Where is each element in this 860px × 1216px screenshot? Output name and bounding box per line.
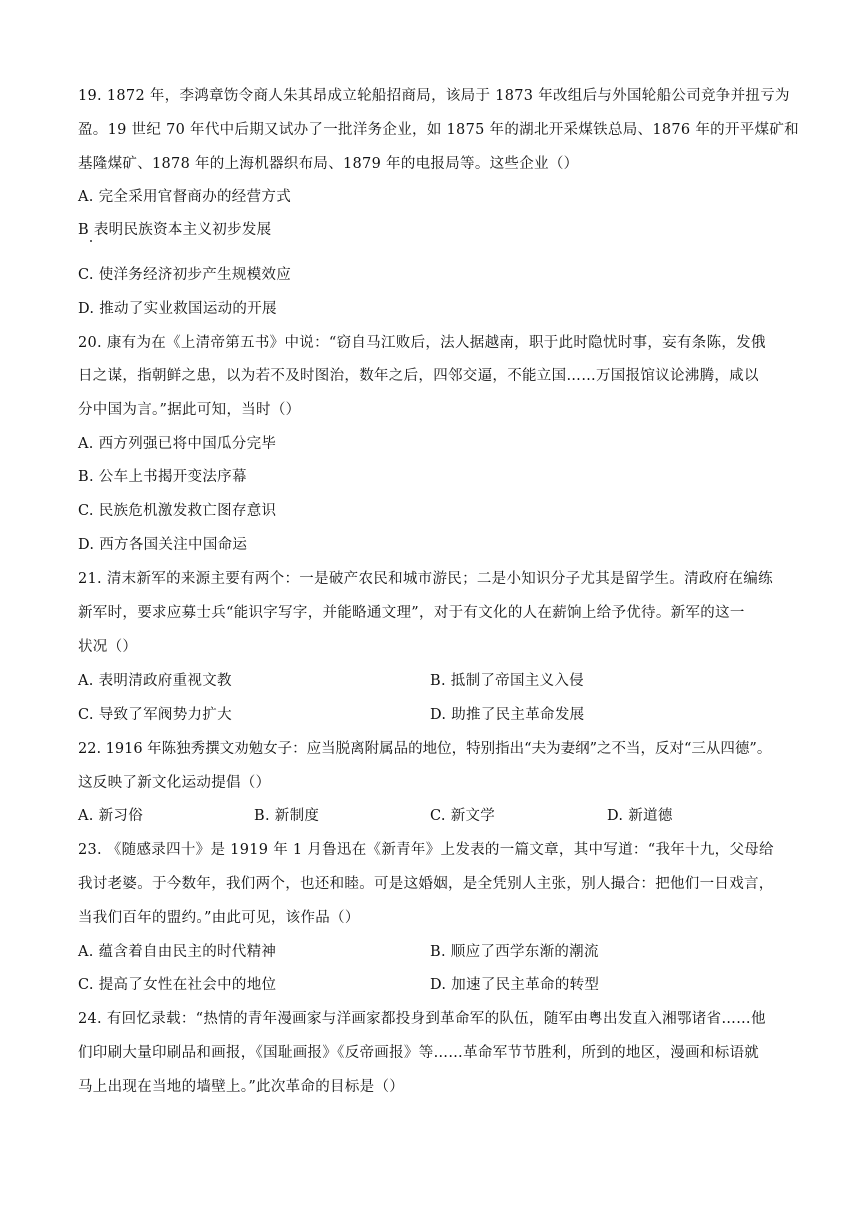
q23-stem-line-3: 当我们百年的盟约。”由此可见，该作品（）	[78, 910, 360, 926]
q21-stem-line-3: 状况（）	[78, 639, 138, 655]
q20-option-a: A. 西方列强已将中国瓜分完毕	[78, 436, 277, 452]
q20-stem-line-2: 日之谋，指朝鲜之患，以为若不及时图治，数年之后，四邻交逼，不能立国……万国报馆议论沸腾，咸以	[78, 368, 759, 384]
q21-option-a: A. 表明清政府重视文教	[78, 673, 232, 689]
q23-option-a: A. 蕴含着自由民主的时代精神	[78, 944, 277, 960]
q24-stem-line-1: 24. 有回忆录载：“热情的青年漫画家与洋画家都投身到革命军的队伍，随军由粤出发直入湘鄂诸省……他	[78, 1011, 766, 1027]
q19-option-d: D. 推动了实业救国运动的开展	[78, 301, 277, 317]
q22-option-b: B. 新制度	[254, 808, 320, 824]
q19-stem-line-1: 19. 1872 年，李鸿章饬令商人朱其昂成立轮船招商局，该局于 1873 年改组后与外国轮船公司竞争并扭亏为	[78, 88, 790, 104]
q19-option-a: A. 完全采用官督商办的经营方式	[78, 189, 291, 205]
q19-option-b: B 表明民族资本主义初步发展	[78, 222, 272, 238]
q20-option-d: D. 西方各国关注中国命运	[78, 537, 248, 553]
stray-dot	[90, 240, 92, 242]
q20-option-b: B. 公车上书揭开变法序幕	[78, 469, 247, 485]
q21-option-d: D. 助推了民主革命发展	[430, 707, 585, 723]
q22-option-c: C. 新文学	[430, 808, 496, 824]
q22-option-a: A. 新习俗	[78, 808, 143, 824]
q20-option-c: C. 民族危机激发救亡图存意识	[78, 503, 277, 519]
q19-option-c: C. 使洋务经济初步产生规模效应	[78, 267, 292, 283]
q22-stem-line-2: 这反映了新文化运动提倡（）	[78, 775, 271, 791]
q21-stem-line-1: 21. 清末新军的来源主要有两个：一是破产农民和城市游民；二是小知识分子尤其是留学生。清政府在编练	[78, 571, 773, 587]
q19-stem-line-3: 基隆煤矿、1878 年的上海机器织布局、1879 年的电报局等。这些企业（）	[78, 156, 579, 172]
q24-stem-line-2: 们印刷大量印刷品和画报，《国耻画报》《反帝画报》等……革命军节节胜利，所到的地区，漫画和标语就	[78, 1045, 760, 1061]
q23-stem-line-2: 我讨老婆。于今数年，我们两个，也还和睦。可是这婚姻，是全凭别人主张，别人撮合：把他们一日戏言，	[78, 876, 774, 892]
q22-stem-line-1: 22. 1916 年陈独秀撰文劝勉女子：应当脱离附属品的地位，特别指出“夫为妻纲”之不当，反对“三从四德”。	[78, 741, 772, 757]
q20-stem-line-1: 20. 康有为在《上清帝第五书》中说：“窃自马江败后，法人据越南，职于此时隐忧时事，妄有条陈，发俄	[78, 335, 766, 351]
q23-option-b: B. 顺应了西学东渐的潮流	[430, 944, 599, 960]
q23-option-d: D. 加速了民主革命的转型	[430, 977, 600, 993]
q20-stem-line-3: 分中国为言。”据此可知，当时（）	[78, 402, 301, 418]
q24-stem-line-3: 马上出现在当地的墙壁上。”此次革命的目标是（）	[78, 1079, 405, 1095]
q19-stem-line-2: 盈。19 世纪 70 年代中后期又试办了一批洋务企业，如 1875 年的湖北开采煤铁总局、1876 年的开平煤矿和	[78, 122, 799, 138]
q23-option-c: C. 提高了女性在社会中的地位	[78, 977, 277, 993]
q21-option-b: B. 抵制了帝国主义入侵	[430, 673, 584, 689]
q22-option-d: D. 新道德	[607, 808, 673, 824]
q21-option-c: C. 导致了军阀势力扩大	[78, 707, 232, 723]
q23-stem-line-1: 23. 《随感录四十》是 1919 年 1 月鲁迅在《新青年》上发表的一篇文章，其中写道：“我年十九，父母给	[78, 842, 774, 858]
q21-stem-line-2: 新军时，要求应募士兵“能识字写字，并能略通文理”，对于有文化的人在薪饷上给予优待。新军的这一	[78, 605, 745, 621]
